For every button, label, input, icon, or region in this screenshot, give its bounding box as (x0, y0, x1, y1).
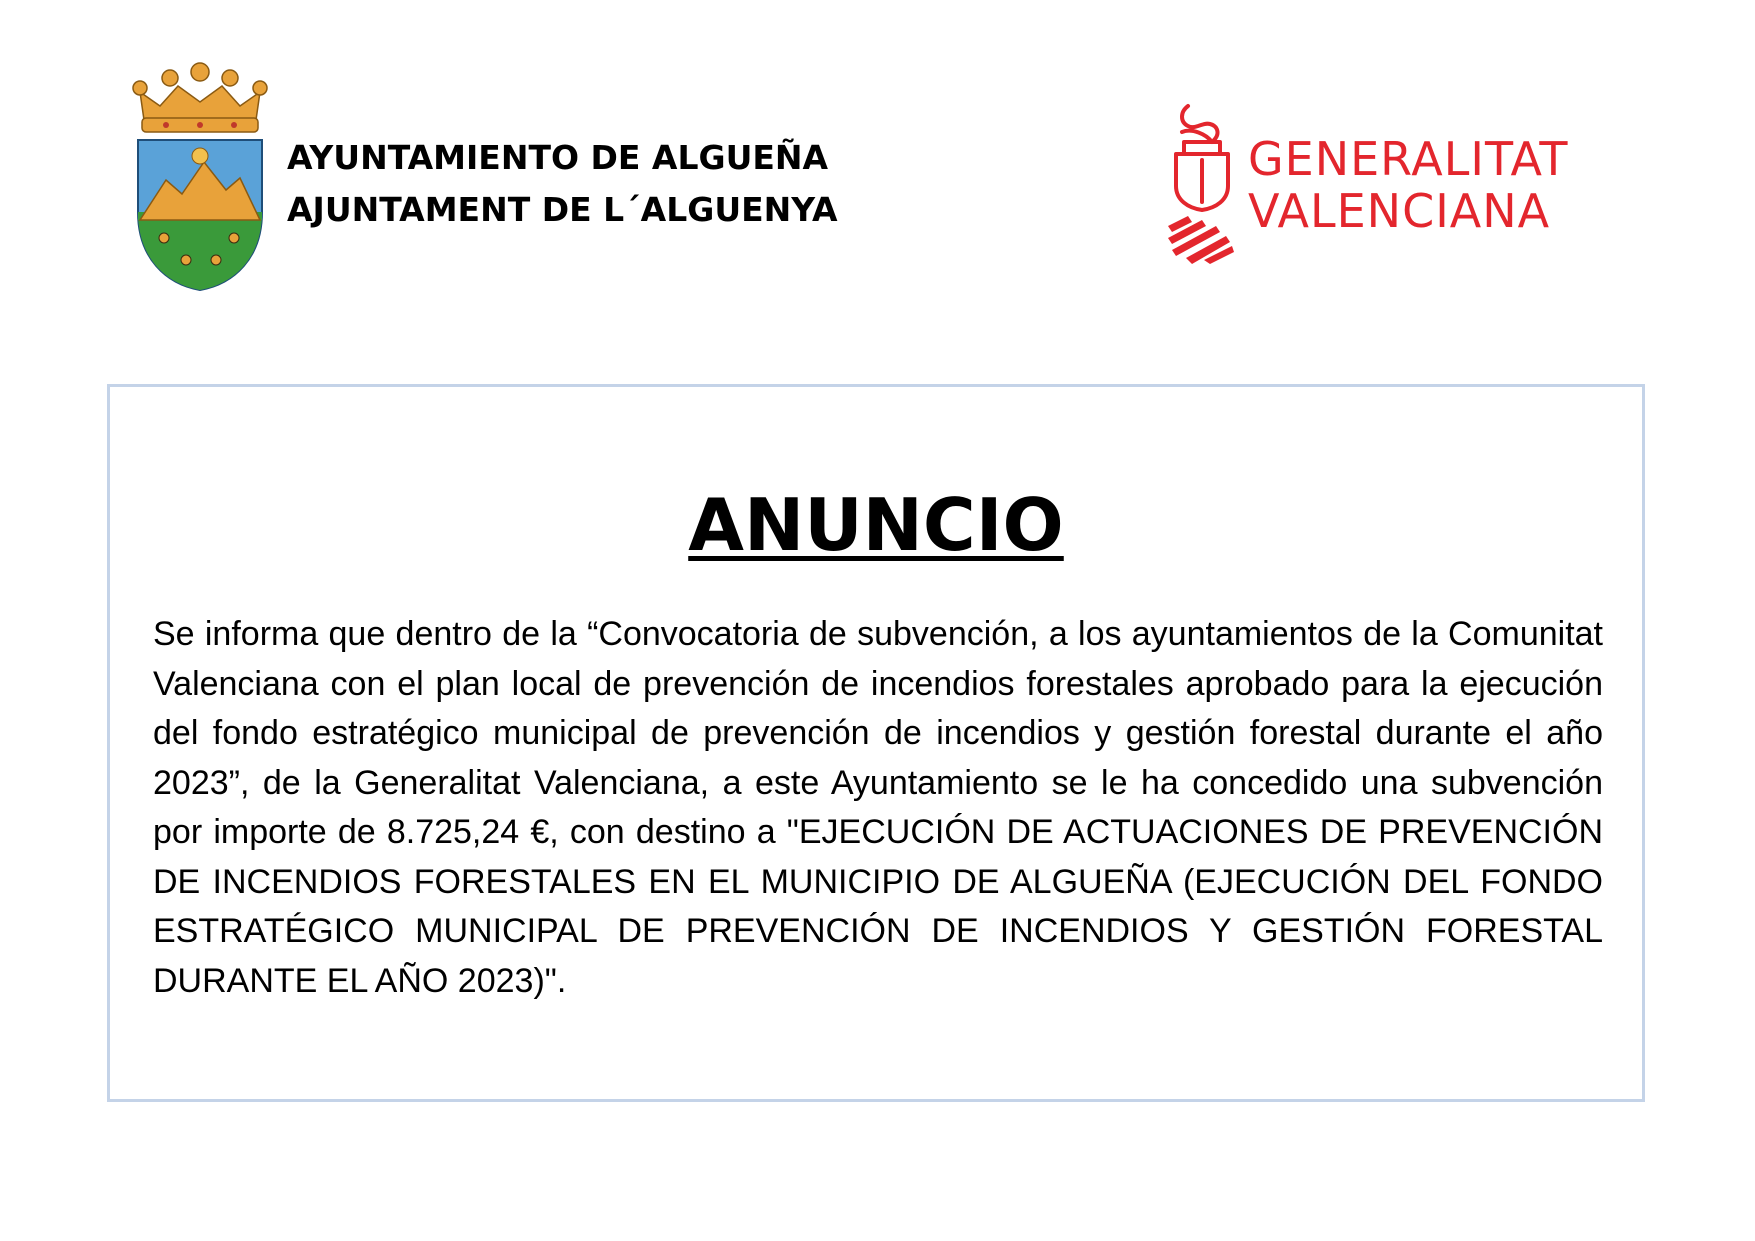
generalitat-name (1248, 133, 1568, 237)
notice-box (107, 384, 1645, 1102)
municipality-name-spanish: AYUNTAMIENTO DE ALGUEÑA (287, 138, 829, 177)
generalitat-name-line1: GENERALITAT (1248, 132, 1569, 186)
notice-title-text: ANUNCIO (688, 483, 1064, 567)
coat-of-arms-icon (126, 62, 274, 294)
municipality-name (287, 132, 838, 236)
generalitat-emblem-icon (1162, 98, 1242, 264)
municipality-name-valencian: AJUNTAMENT DE L´ALGUENYA (287, 190, 838, 229)
notice-body: Se informa que dentro de la “Convocatoria de subvención, a los ayuntamientos de la Comunitat Valenciana con el plan local de prevención de incendios forestales aprobado para la ejecución del fondo estratégico municipal de prevención de incendios y gestión forestal durante el año 2023”, de la Generalitat Valenciana, a este Ayuntamiento se le ha concedido una subvención por importe de 8.725,24 €, con destino a "EJECUCIÓN DE ACTUACIONES DE PREVENCIÓN DE INCENDIOS FORESTALES EN EL MUNICIPIO DE ALGUEÑA (EJECUCIÓN DEL FONDO ESTRATÉGICO MUNICIPAL DE PREVENCIÓN DE INCENDIOS Y GESTIÓN FORESTAL DURANTE EL AÑO 2023)". (153, 615, 1603, 1000)
notice-title (110, 483, 1642, 567)
generalitat-name-line2: VALENCIANA (1248, 184, 1551, 238)
